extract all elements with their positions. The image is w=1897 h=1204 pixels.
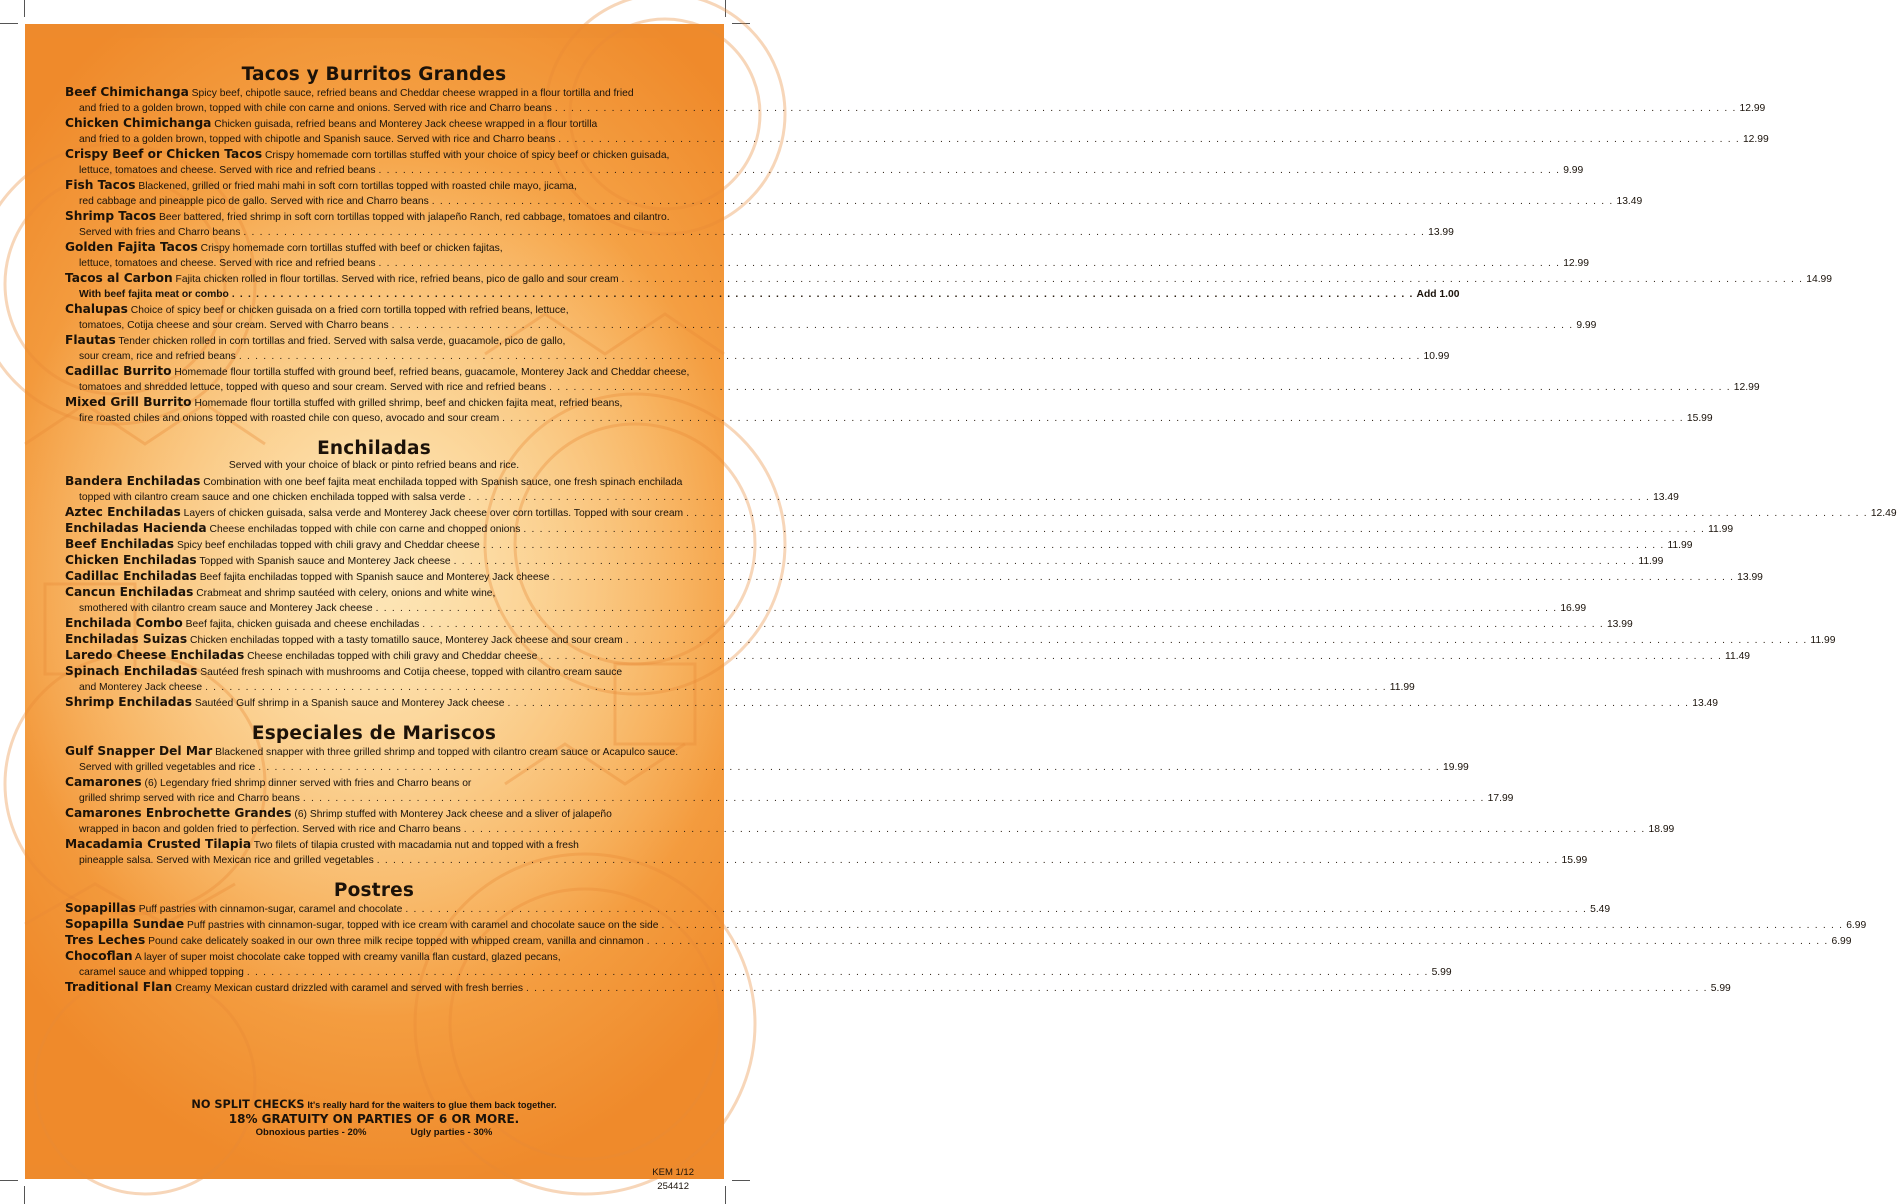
item-price: 13.99 [1737, 572, 1763, 583]
item-price: 11.99 [1389, 682, 1415, 693]
item-desc: Pound cake delicately soaked in our own three milk recipe topped with whipped cream, vanilla and cinnamon [148, 936, 644, 947]
item-desc: Crispy homemade corn tortillas stuffed with your choice of spicy beef or chicken guisada, [264, 150, 670, 161]
item-name: Fish Tacos [65, 178, 136, 192]
item-price: 12.99 [1742, 134, 1769, 145]
menu-item [65, 395, 1713, 426]
item-price: 16.99 [1560, 603, 1587, 614]
item-desc: With beef fajita meat or combo [79, 289, 229, 300]
item-price: 5.99 [1710, 983, 1731, 994]
section-title: Especiales de Mariscos [251, 723, 497, 744]
item-desc: Spicy beef, chipotle sauce, refried beans and Cheddar cheese wrapped in a flour tortilla and fried [191, 88, 634, 99]
leader-dots [552, 101, 1740, 116]
menu-item [65, 553, 1664, 569]
menu-item [65, 585, 1587, 616]
leader-dots [461, 822, 1649, 837]
item-name: Laredo Cheese Enchiladas [65, 648, 245, 662]
item-name: Flautas [65, 333, 116, 347]
party-surcharges [65, 1126, 683, 1139]
item-desc: Creamy Mexican custard drizzled with caramel and served with fresh berries [175, 983, 524, 994]
menu-item [65, 505, 1897, 521]
item-desc: topped with cilantro cream sauce and one chicken enchilada topped with salsa verde [79, 492, 466, 503]
crop-mark [732, 23, 750, 24]
item-desc: Combination with one beef fajita meat enchilada topped with Spanish sauce, one fresh spinach enchilada [203, 477, 683, 488]
item-name: Beef Enchiladas [65, 537, 175, 551]
crop-mark [0, 1180, 18, 1181]
item-name: Enchiladas Hacienda [65, 521, 207, 535]
item-name: Enchilada Combo [65, 616, 183, 630]
item-price: 14.99 [1806, 274, 1833, 285]
menu-item [65, 521, 1734, 537]
item-price: 13.99 [1428, 227, 1454, 238]
item-price: 13.49 [1616, 196, 1643, 207]
leader-dots [419, 617, 1607, 632]
item-desc: tomatoes and shredded lettuce, topped with queso and sour cream. Served with rice and refried beans [79, 382, 547, 393]
item-name: Traditional Flan [65, 980, 173, 994]
leader-dots [619, 272, 1807, 287]
leader-dots [236, 349, 1424, 364]
leader-dots [373, 601, 1561, 616]
item-price: 15.99 [1686, 413, 1713, 424]
item-desc: Layers of chicken guisada, salsa verde and Monterey Jack cheese over corn tortillas. Topped with sour cream [183, 508, 684, 519]
leader-dots [389, 318, 1577, 333]
item-name: Sopapilla Sundae [65, 917, 185, 931]
item-price: 12.49 [1870, 508, 1897, 519]
item-name: Crispy Beef or Chicken Tacos [65, 147, 263, 161]
menu-item [65, 933, 1852, 949]
item-name: Cancun Enchiladas [65, 585, 194, 599]
item-name: Cadillac Enchiladas [65, 569, 197, 583]
leader-dots [240, 225, 1428, 240]
leader-dots [229, 287, 1417, 302]
menu-item [65, 616, 1633, 632]
item-desc: and fried to a golden brown, topped with chile con carne and onions. Served with rice and Charro beans [79, 103, 552, 114]
item-price: 11.99 [1638, 556, 1664, 567]
item-desc: Choice of spicy beef or chicken guisada on a fried corn tortilla topped with refried beans, lettuce, [130, 305, 569, 316]
item-name: Cadillac Burrito [65, 364, 172, 378]
print-code-number: 254412 [657, 1181, 689, 1192]
item-desc: lettuce, tomatoes and cheese. Served with rice and refried beans [79, 258, 376, 269]
crop-mark [732, 1180, 750, 1181]
leader-dots [451, 554, 1639, 569]
item-price: 5.49 [1590, 904, 1611, 915]
item-desc: Cheese enchiladas topped with chile con carne and chopped onions [209, 524, 521, 535]
item-price: 13.49 [1653, 492, 1679, 503]
menu-item [65, 569, 1763, 585]
item-name: Shrimp Tacos [65, 209, 157, 223]
item-price: 11.99 [1708, 524, 1734, 535]
item-desc: Spicy beef enchiladas topped with chili gravy and Cheddar cheese [176, 540, 480, 551]
menu-item [65, 271, 1833, 302]
item-price: 9.99 [1576, 320, 1597, 331]
menu-item [65, 980, 1731, 996]
crop-mark [24, 1186, 25, 1204]
item-price: 6.99 [1846, 920, 1867, 931]
item-desc: Cheese enchiladas topped with chili gravy and Cheddar cheese [247, 651, 538, 662]
item-desc: Sautéed Gulf shrimp in a Spanish sauce and Monterey Jack cheese [194, 698, 505, 709]
obnoxious-parties: Obnoxious parties - 20% [255, 1127, 367, 1138]
item-name: Aztec Enchiladas [65, 505, 181, 519]
no-split-heading: NO SPLIT CHECKS [191, 1098, 305, 1111]
leader-dots [549, 570, 1737, 585]
item-price: 11.99 [1667, 540, 1693, 551]
menu-item [65, 917, 1867, 933]
item-desc: Two filets of tilapia crusted with macadamia nut and topped with a fresh [253, 840, 579, 851]
item-desc: sour cream, rice and refried beans [79, 351, 236, 362]
leader-dots [376, 163, 1564, 178]
item-name: Golden Fajita Tacos [65, 240, 198, 254]
item-price: 5.99 [1431, 967, 1452, 978]
item-price: 18.99 [1648, 824, 1675, 835]
item-desc: Fajita chicken rolled in flour tortillas. Served with rice, refried beans, pico de gallo and sour cream [175, 274, 619, 285]
menu-page [25, 24, 1897, 1192]
item-desc: Homemade flour tortilla stuffed with grilled shrimp, beef and chicken fajita meat, refried beans, [194, 398, 623, 409]
menu-item [65, 537, 1693, 553]
item-desc: and Monterey Jack cheese [79, 682, 203, 693]
menu-item [65, 664, 1415, 695]
no-split-note: It's really hard for the waiters to glue them back together. [307, 1100, 557, 1110]
item-desc: Puff pastries with cinnamon-sugar, topped with ice cream with caramel and chocolate sauce on the side [187, 920, 659, 931]
section-subtitle: Served with your choice of black or pinto refried beans and rice. [228, 460, 520, 471]
section-title: Tacos y Burritos Grandes [241, 64, 507, 85]
item-desc: Served with grilled vegetables and rice [79, 762, 256, 773]
item-desc: red cabbage and pineapple pico de gallo. Served with rice and Charro beans [79, 196, 429, 207]
menu-item [65, 178, 1643, 209]
item-desc: Blackened, grilled or fried mahi mahi in soft corn tortillas topped with roasted chile mayo, jicama, [138, 181, 577, 192]
item-name: Tres Leches [65, 933, 146, 947]
item-desc: (6) Legendary fried shrimp dinner served with fries and Charro beans or [144, 778, 472, 789]
leader-dots [300, 791, 1488, 806]
item-name: Chalupas [65, 302, 128, 316]
menu-item [65, 240, 1589, 271]
item-desc: Beer battered, fried shrimp in soft corn tortillas topped with jalapeño Ranch, red cabbage, tomatoes and cilantro. [159, 212, 670, 223]
leader-dots [499, 411, 1687, 426]
leader-dots [523, 981, 1711, 996]
menu-item [65, 632, 1836, 648]
item-name: Bandera Enchiladas [65, 474, 201, 488]
item-price: 12.99 [1733, 382, 1760, 393]
leader-dots [555, 132, 1743, 147]
print-code [652, 1166, 694, 1194]
leader-dots [505, 696, 1693, 711]
item-name: Chicken Chimichanga [65, 116, 212, 130]
menu-item [65, 302, 1597, 333]
menu-item [65, 648, 1751, 664]
item-name: Macadamia Crusted Tilapia [65, 837, 252, 851]
item-desc: Topped with Spanish sauce and Monterey Jack cheese [199, 556, 451, 567]
item-price: 12.99 [1563, 258, 1589, 269]
item-price: 11.99 [1810, 635, 1836, 646]
item-price: 13.49 [1692, 698, 1719, 709]
section-title: Postres [333, 880, 415, 901]
menu-item [65, 209, 1454, 240]
crop-mark [725, 1186, 726, 1204]
menu-item [65, 147, 1584, 178]
item-desc: caramel sauce and whipped topping [79, 967, 244, 978]
item-desc: pineapple salsa. Served with Mexican rice and grilled vegetables [79, 855, 374, 866]
ugly-parties: Ugly parties - 30% [410, 1127, 493, 1138]
item-price: 10.99 [1423, 351, 1450, 362]
item-desc: Chicken guisada, refried beans and Monterey Jack cheese wrapped in a flour tortilla [214, 119, 598, 130]
section-mariscos [65, 723, 1675, 868]
crop-mark [0, 23, 18, 24]
item-price: 15.99 [1561, 855, 1588, 866]
item-name: Enchiladas Suizas [65, 632, 188, 646]
item-name: Gulf Snapper Del Mar [65, 744, 213, 758]
section-postres [65, 880, 1867, 996]
leader-dots [202, 680, 1390, 695]
item-name: Camarones [65, 775, 142, 789]
item-desc: Blackened snapper with three grilled shrimp and topped with cilantro cream sauce or Acapulco sauce. [215, 747, 679, 758]
crop-mark [24, 0, 25, 17]
item-price: 19.99 [1443, 762, 1469, 773]
item-price: 17.99 [1487, 793, 1514, 804]
menu-content [65, 64, 1897, 996]
item-desc: Puff pastries with cinnamon-sugar, caramel and chocolate [138, 904, 403, 915]
item-name: Shrimp Enchiladas [65, 695, 192, 709]
menu-item [65, 333, 1450, 364]
leader-dots [374, 853, 1562, 868]
item-price: Add 1.00 [1416, 289, 1460, 300]
item-name: Chocoflan [65, 949, 133, 963]
menu-item [65, 949, 1452, 980]
item-desc: Homemade flour tortilla stuffed with ground beef, refried beans, guacamole, Monterey Jack and Cheddar cheese, [174, 367, 690, 378]
leader-dots [244, 965, 1432, 980]
no-split-line [65, 1098, 683, 1112]
item-name: Camarones Enbrochette Grandes [65, 806, 292, 820]
menu-item [65, 364, 1760, 395]
leader-dots [376, 256, 1564, 271]
item-name: Chicken Enchiladas [65, 553, 197, 567]
section-tacos [65, 64, 1833, 426]
item-desc: fire roasted chiles and onions topped with roasted chile con queso, avocado and sour cream [79, 413, 500, 424]
item-desc: smothered with cilantro cream sauce and Monterey Jack cheese [79, 603, 373, 614]
item-desc: Sautéed fresh spinach with mushrooms and Cotija cheese, topped with cilantro cream sauce [200, 667, 623, 678]
section-enchiladas [65, 438, 1897, 711]
leader-dots [480, 538, 1668, 553]
item-price: 9.99 [1563, 165, 1584, 176]
item-name: Mixed Grill Burrito [65, 395, 192, 409]
leader-dots [683, 506, 1871, 521]
item-desc: Served with fries and Charro beans [79, 227, 241, 238]
menu-item [65, 806, 1675, 837]
item-name: Spinach Enchiladas [65, 664, 198, 678]
item-desc: and fried to a golden brown, topped with chipotle and Spanish sauce. Served with rice and Charro beans [79, 134, 556, 145]
item-price: 13.99 [1606, 619, 1633, 630]
leader-dots [658, 918, 1846, 933]
item-name: Tacos al Carbon [65, 271, 173, 285]
menu-item [65, 85, 1766, 116]
menu-item [65, 744, 1469, 775]
item-desc: wrapped in bacon and golden fried to perfection. Served with rice and Charro beans [79, 824, 461, 835]
item-desc: Chicken enchiladas topped with a tasty tomatillo sauce, Monterey Jack cheese and sour cream [190, 635, 623, 646]
leader-dots [402, 902, 1590, 917]
item-desc: Crispy homemade corn tortillas stuffed with beef or chicken fajitas, [200, 243, 503, 254]
menu-item [65, 901, 1611, 917]
leader-dots [465, 490, 1653, 505]
item-desc: A layer of super moist chocolate cake topped with creamy vanilla flan custard, glazed pecans, [134, 952, 561, 963]
menu-item [65, 775, 1514, 806]
footer-notice [65, 1098, 683, 1139]
item-price: 11.49 [1725, 651, 1751, 662]
leader-dots [546, 380, 1734, 395]
leader-dots [644, 934, 1832, 949]
menu-item [65, 837, 1588, 868]
menu-item [65, 695, 1719, 711]
item-desc: grilled shrimp served with rice and Charro beans [79, 793, 300, 804]
item-desc: Tender chicken rolled in corn tortillas and fried. Served with salsa verde, guacamole, pico de gallo, [118, 336, 566, 347]
print-code-line: KEM 1/12 [652, 1167, 694, 1178]
gratuity-notice: 18% GRATUITY ON PARTIES OF 6 OR MORE. [228, 1112, 520, 1126]
leader-dots [520, 522, 1708, 537]
item-name: Beef Chimichanga [65, 85, 189, 99]
section-title: Enchiladas [317, 438, 431, 459]
item-desc: lettuce, tomatoes and cheese. Served with rice and refried beans [79, 165, 376, 176]
item-price: 6.99 [1831, 936, 1852, 947]
menu-item [65, 116, 1769, 147]
leader-dots [537, 649, 1725, 664]
item-price: 12.99 [1739, 103, 1766, 114]
item-desc: Crabmeat and shrimp sautéed with celery, onions and white wine, [196, 588, 496, 599]
leader-dots [429, 194, 1617, 209]
item-desc: Beef fajita enchiladas topped with Spanish sauce and Monterey Jack cheese [199, 572, 550, 583]
menu-item [65, 474, 1679, 505]
item-desc: tomatoes, Cotija cheese and sour cream. Served with Charro beans [79, 320, 389, 331]
leader-dots [255, 760, 1443, 775]
leader-dots [623, 633, 1811, 648]
item-desc: (6) Shrimp stuffed with Monterey Jack cheese and a sliver of jalapeño [294, 809, 612, 820]
item-desc: Beef fajita, chicken guisada and cheese enchiladas [185, 619, 420, 630]
item-name: Sopapillas [65, 901, 136, 915]
